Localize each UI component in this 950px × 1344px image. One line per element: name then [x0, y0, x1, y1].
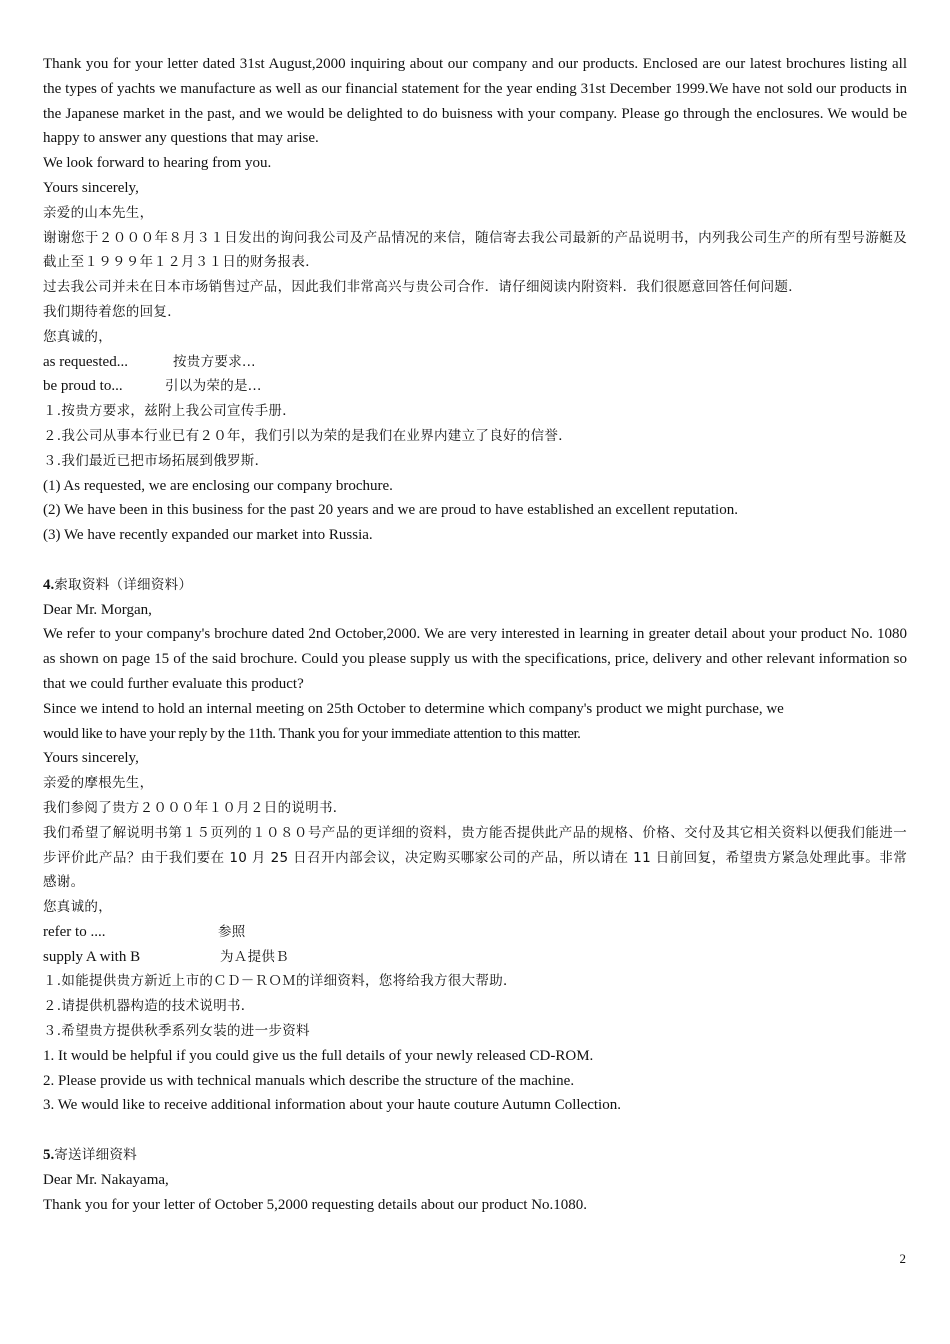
- example-cn: １.如能提供贵方新近上市的ＣＤ－ＲＯＭ的详细资料，您将给我方很大帮助．: [43, 973, 517, 990]
- example-cn: ２.请提供机器构造的技术说明书．: [43, 998, 255, 1015]
- phrase-cn: 按贵方要求...: [173, 353, 256, 370]
- phrase-cn: 参照: [218, 923, 246, 940]
- section-5-para1: Thank you for your letter of October 5,2000 requesting details about our product No.1080.: [43, 1196, 588, 1213]
- section-5-heading: [43, 1143, 907, 1168]
- example-cn: ２.我公司从事本行业已有２０年，我们引以为荣的是我们在业界内建立了良好的信誉．: [43, 427, 572, 444]
- example-cn: １.按贵方要求，兹附上我公司宣传手册．: [43, 403, 296, 420]
- phrase-row: [43, 945, 907, 970]
- example-en: (2) We have been in this business for the past 20 years and we are proud to have established an excellent reputation.: [43, 502, 738, 519]
- section-4-cn-para2: 我们希望了解说明书第１５页列的１０８０号产品的更详细的资料，贵方能否提供此产品的规格、价格、交付及其它相关资料以便我们能进一步评价此产品？由于我们要在 10 月 25 日召开内部会议，决定购买哪家公司的产品，所以请在 11 日前回复，希望贵方紧急处理此事。非常感谢。: [43, 824, 907, 891]
- section-number: 4.: [43, 576, 55, 593]
- section-4-salutation: Dear Mr. Morgan,: [43, 601, 152, 618]
- phrase-row: [43, 350, 907, 375]
- intro-cn-para2: 过去我公司并未在日本市场销售过产品，因此我们非常高兴与贵公司合作．请仔细阅读内附资料．我们很愿意回答任何问题．: [43, 279, 802, 296]
- document-page: [43, 52, 907, 1217]
- section-4-cn-salutation: 亲爱的摩根先生，: [43, 775, 154, 792]
- section-4-cn-signoff: 您真诚的，: [43, 899, 112, 916]
- section-4-para1: We refer to your company's brochure dated 2nd October,2000. We are very interested in learning in greater detail about your product No. 1080 as shown on page 15 of the said brochure. Could you please supply us with the specifications, price, delivery and other relevant information so that we could further evaluate this product?: [43, 626, 907, 692]
- phrase-cn: 引以为荣的是...: [165, 378, 262, 395]
- example-en: (1) As requested, we are enclosing our company brochure.: [43, 477, 393, 494]
- intro-signoff: Yours sincerely,: [43, 179, 139, 196]
- section-spacer: [43, 1118, 907, 1143]
- intro-cn-closing: 我们期待着您的回复．: [43, 303, 181, 320]
- phrase-en: supply A with B: [43, 948, 141, 965]
- section-4-para2-cont: would like to have your reply by the 11th. Thank you for your immediate attention to this matter.: [43, 725, 581, 742]
- phrase-en: refer to ....: [43, 923, 106, 940]
- section-number: 5.: [43, 1147, 55, 1164]
- intro-cn-signoff: 您真诚的，: [43, 328, 112, 345]
- section-5-salutation: Dear Mr. Nakayama,: [43, 1171, 169, 1188]
- phrase-en: as requested...: [43, 353, 128, 370]
- section-4-signoff: Yours sincerely,: [43, 750, 139, 767]
- section-4-para2: Since we intend to hold an internal meeting on 25th October to determine which company's product we might purchase, we: [43, 700, 784, 717]
- section-4-cn-para1: 我们参阅了贵方２０００年１０月２日的说明书．: [43, 799, 347, 816]
- example-en: 2. Please provide us with technical manuals which describe the structure of the machine.: [43, 1072, 575, 1089]
- section-4-heading: [43, 573, 907, 598]
- example-en: (3) We have recently expanded our market into Russia.: [43, 527, 373, 544]
- intro-cn-salutation: 亲爱的山本先生，: [43, 204, 154, 221]
- intro-closing-line: We look forward to hearing from you.: [43, 155, 272, 172]
- page-number: 2: [899, 1251, 906, 1266]
- intro-letter-body: Thank you for your letter dated 31st August,2000 inquiring about our company and our products. Enclosed are our latest brochures listing all the types of yachts we manufacture as well as our financial statement for the year ending 31st December 1999.We have not sold our products in the Japanese market in the past, and we would be delighted to do buisness with your company. Please go through the enclosures. We would be happy to answer any questions that may arise.: [43, 56, 907, 147]
- intro-cn-para1: 谢谢您于２０００年８月３１日发出的询问我公司及产品情况的来信，随信寄去我公司最新的产品说明书，内列我公司生产的所有型号游艇及截止至１９９９年１２月３１日的财务报表．: [43, 229, 907, 271]
- example-en: 1. It would be helpful if you could give us the full details of your newly released CD-ROM.: [43, 1047, 594, 1064]
- phrase-row: [43, 374, 907, 399]
- phrase-row: [43, 920, 907, 945]
- phrase-en: be proud to...: [43, 378, 123, 395]
- section-spacer: [43, 548, 907, 573]
- section-title: 索取资料（详细资料）: [54, 576, 193, 593]
- example-cn: ３.希望贵方提供秋季系列女装的进一步资料: [43, 1023, 310, 1040]
- example-en: 3. We would like to receive additional information about your haute couture Autumn Collection.: [43, 1097, 621, 1114]
- example-cn: ３.我们最近已把市场拓展到俄罗斯．: [43, 452, 269, 469]
- section-title: 寄送详细资料: [54, 1147, 138, 1164]
- phrase-cn: 为Ａ提供Ｂ: [220, 948, 289, 965]
